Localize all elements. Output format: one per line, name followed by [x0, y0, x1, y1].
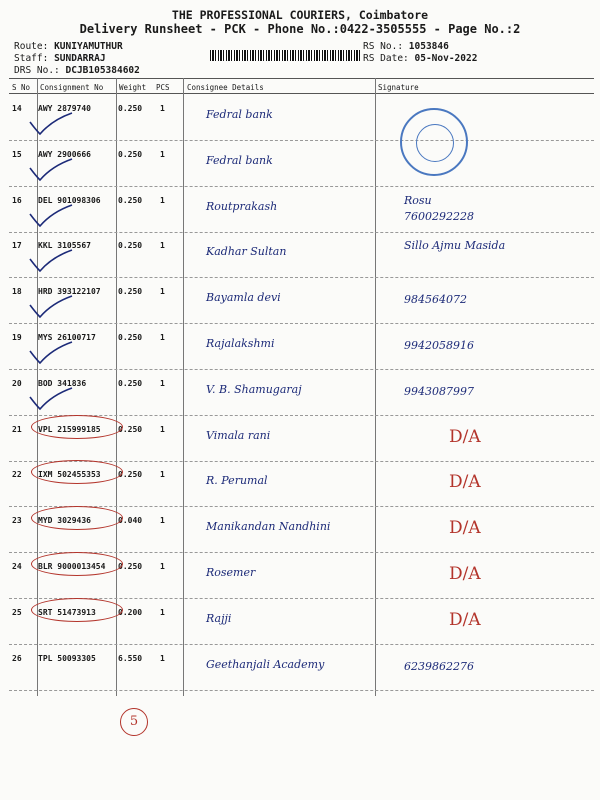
door-absent-mark: D/A [449, 426, 481, 447]
drs-value: DCJB105384602 [65, 65, 140, 76]
table-row [9, 462, 594, 507]
consignee-handwritten: Rajalakshmi [206, 337, 275, 350]
serial-number: 24 [12, 562, 22, 571]
check-mark-icon [28, 204, 73, 228]
pieces: 1 [160, 562, 165, 571]
consignee-handwritten: Rosemer [206, 566, 256, 579]
serial-number: 23 [12, 516, 22, 526]
pieces: 1 [160, 333, 165, 342]
col-header-consignment: Consignment No [40, 83, 104, 92]
check-mark-icon [28, 341, 73, 365]
col-header-consignee: Consignee Details [187, 83, 264, 92]
barcode [210, 50, 360, 61]
consignment-number: BLR 9000013454 [38, 562, 106, 571]
consignment-number: KKL 3105567 [38, 241, 91, 251]
consignment-number: MYD 3029436 [38, 516, 91, 526]
table-header-rule [9, 93, 594, 94]
weight: 0.250 [118, 378, 143, 388]
weight: 0.250 [118, 195, 143, 205]
table-row [9, 600, 594, 645]
door-absent-mark: D/A [449, 472, 481, 493]
pieces: 1 [160, 195, 165, 205]
weight: 0.250 [118, 241, 143, 251]
table-row [9, 554, 594, 599]
circled-consignment-mark [31, 552, 123, 576]
rs-date-info: RS Date: 05-Nov-2022 [363, 53, 478, 64]
pieces: 1 [160, 653, 165, 663]
serial-number: 20 [12, 378, 22, 388]
consignment-number: VPL 215999185 [38, 424, 101, 434]
rs-no-info: RS No.: 1053846 [363, 41, 449, 52]
col-header-sno: S No [12, 83, 31, 92]
consignee-handwritten: Routprakash [206, 199, 278, 213]
stamp-inner-ring [416, 124, 454, 162]
consignment-number: SRT 51473913 [38, 607, 96, 617]
table-row [9, 279, 594, 324]
rs-no-value: 1053846 [408, 41, 449, 52]
route-value: KUNIYAMUTHUR [54, 41, 123, 52]
consignment-number: AWY 2879740 [38, 104, 91, 113]
check-mark-icon [28, 295, 73, 319]
circled-consignment-mark [31, 460, 123, 484]
runsheet-title: Delivery Runsheet - PCK - Phone No.:0422-3505555 - Page No.:2 [79, 22, 521, 36]
weight: 0.250 [118, 562, 143, 571]
pieces: 1 [160, 470, 165, 480]
serial-number: 16 [12, 195, 22, 205]
phone-handwritten: 984564072 [404, 293, 467, 307]
weight: 0.250 [118, 424, 143, 434]
weight: 6.550 [118, 653, 143, 663]
consignment-number: HRD 393122107 [38, 287, 101, 297]
door-absent-mark: D/A [449, 609, 481, 630]
consignment-number: AWY 2900666 [38, 149, 91, 159]
check-mark-icon [28, 158, 73, 182]
serial-number: 19 [12, 333, 22, 342]
bank-stamp [400, 108, 468, 176]
signature-handwritten: Sillo Ajmu Masida [404, 239, 506, 253]
consignee-handwritten: Rajji [206, 611, 232, 625]
table-row [9, 142, 594, 187]
check-mark-icon [28, 112, 73, 136]
weight: 0.040 [118, 516, 143, 526]
check-mark-icon [28, 387, 73, 411]
consignee-handwritten: V. B. Shamugaraj [206, 382, 302, 396]
table-row [9, 96, 594, 141]
pieces: 1 [160, 378, 165, 388]
weight: 0.200 [118, 607, 143, 617]
consignment-number: MYS 26100717 [38, 333, 96, 342]
circled-consignment-mark [31, 506, 123, 530]
table-row [9, 417, 594, 462]
row-separator [9, 690, 594, 691]
serial-number: 15 [12, 149, 22, 159]
serial-number: 18 [12, 287, 22, 297]
serial-number: 21 [12, 424, 22, 434]
staff-value: SUNDARRAJ [54, 53, 106, 64]
company-title: THE PROFESSIONAL COURIERS, Coimbatore [171, 8, 429, 22]
consignee-handwritten: Manikandan Nandhini [206, 520, 331, 534]
signature-handwritten: Rosu [404, 193, 432, 207]
circled-consignment-mark [31, 415, 123, 439]
phone-handwritten: 7600292228 [404, 209, 474, 223]
door-absent-mark: D/A [449, 564, 481, 584]
consignee-handwritten: R. Perumal [206, 474, 268, 488]
consignee-handwritten: Geethanjali Academy [206, 657, 325, 671]
serial-number: 26 [12, 653, 22, 663]
table-row [9, 325, 594, 370]
phone-handwritten: 9943087997 [404, 384, 474, 398]
pieces: 1 [160, 104, 165, 113]
pieces: 1 [160, 287, 165, 297]
phone-handwritten: 9942058916 [404, 339, 474, 352]
consignee-handwritten: Fedral bank [206, 108, 273, 121]
consignment-number: IXM 502455353 [38, 470, 101, 480]
table-row [9, 371, 594, 416]
phone-handwritten: 6239862276 [404, 659, 474, 673]
consignee-handwritten: Fedral bank [206, 153, 273, 167]
pieces: 1 [160, 607, 165, 617]
drs-info: DRS No.: DCJB105384602 [14, 65, 140, 76]
serial-number: 14 [12, 104, 22, 113]
table-top-rule [9, 78, 594, 79]
consignment-number: TPL 50093305 [38, 653, 96, 663]
door-absent-mark: D/A [449, 518, 481, 539]
consignee-handwritten: Kadhar Sultan [206, 245, 287, 259]
table-row [9, 233, 594, 278]
weight: 0.250 [118, 149, 143, 159]
pieces: 1 [160, 149, 165, 159]
col-header-pcs: PCS [156, 83, 170, 92]
weight: 0.250 [118, 333, 143, 342]
weight: 0.250 [118, 104, 143, 113]
route-info: Route: KUNIYAMUTHUR [14, 41, 123, 52]
table-row [9, 646, 594, 691]
col-header-signature: Signature [378, 83, 419, 92]
circled-consignment-mark [31, 598, 123, 622]
serial-number: 22 [12, 470, 22, 480]
pieces: 1 [160, 424, 165, 434]
pieces: 1 [160, 516, 165, 526]
consignee-handwritten: Bayamla devi [206, 291, 281, 305]
weight: 0.250 [118, 287, 143, 297]
circled-count: 5 [120, 708, 148, 736]
staff-info: Staff: SUNDARRAJ [14, 53, 106, 64]
pieces: 1 [160, 241, 165, 251]
table-row [9, 508, 594, 553]
consignment-number: BOD 341836 [38, 378, 87, 388]
col-header-weight: Weight [119, 83, 147, 92]
rs-date-value: 05-Nov-2022 [414, 53, 478, 64]
consignment-number: DEL 901098306 [38, 195, 101, 205]
serial-number: 17 [12, 241, 22, 251]
check-mark-icon [28, 249, 73, 273]
table-row [9, 188, 594, 233]
serial-number: 25 [12, 607, 22, 617]
weight: 0.250 [118, 470, 143, 480]
consignee-handwritten: Vimala rani [206, 428, 271, 442]
